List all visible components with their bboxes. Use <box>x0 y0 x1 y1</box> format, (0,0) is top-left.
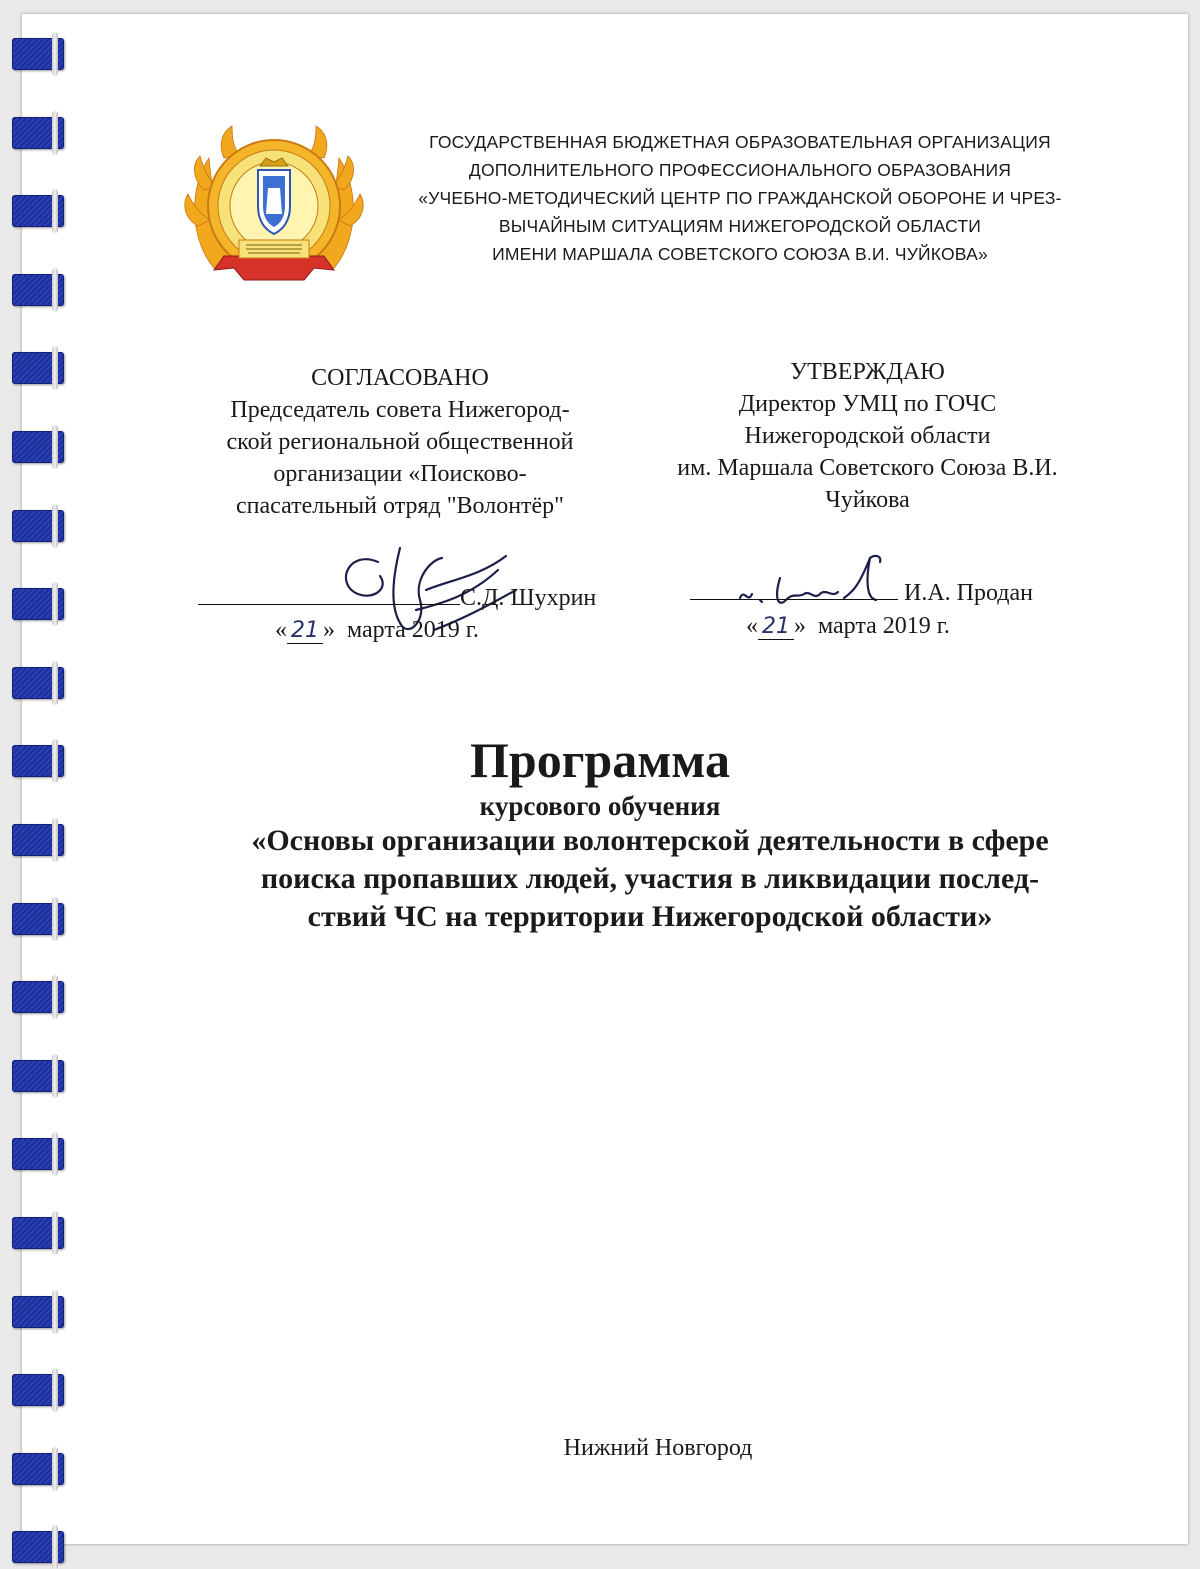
org-line: ВЫЧАЙНЫМ СИТУАЦИЯМ НИЖЕГОРОДСКОЙ ОБЛАСТИ <box>498 216 982 236</box>
org-line: ГОСУДАРСТВЕННАЯ БЮДЖЕТНАЯ ОБРАЗОВАТЕЛЬНАЯ ОРГАНИЗАЦИЯ <box>429 132 1051 152</box>
binding-ring <box>12 195 64 227</box>
binding-ring <box>12 1531 64 1563</box>
approved-block <box>640 356 1095 516</box>
document-subtitle: курсового обучения <box>479 791 721 821</box>
agreed-block <box>195 362 605 522</box>
binding-ring <box>12 667 64 699</box>
approved-signature-line <box>690 580 1033 607</box>
signature-underline <box>690 598 898 600</box>
binding-ring <box>12 903 64 935</box>
binding-ring <box>12 38 64 70</box>
binding-ring <box>12 1060 64 1092</box>
binding-ring <box>12 1217 64 1249</box>
approved-heading: УТВЕРЖДАЮ <box>790 359 945 385</box>
binding-ring <box>12 824 64 856</box>
binding-ring <box>12 1296 64 1328</box>
binding-ring <box>12 352 64 384</box>
agreed-date: « 21 » марта 2019 г. <box>275 617 479 643</box>
approved-line: Нижегородской области <box>744 423 991 449</box>
approved-month-year: марта 2019 г. <box>818 613 950 639</box>
course-name <box>190 822 1110 936</box>
binding-ring <box>12 431 64 463</box>
agreed-line: ской региональной общественной <box>226 429 574 455</box>
agreed-day: 21 <box>287 618 323 644</box>
binding-ring <box>12 117 64 149</box>
org-line: ДОПОЛНИТЕЛЬНОГО ПРОФЕССИОНАЛЬНОГО ОБРАЗОВАНИЯ <box>468 160 1012 180</box>
agreed-line: организации «Поисково- <box>273 461 527 487</box>
emblem-seal-icon <box>184 118 364 308</box>
approved-day: 21 <box>758 614 794 640</box>
course-line: «Основы организации волонтерской деятельности в сфере <box>251 824 1049 857</box>
org-line: ИМЕНИ МАРШАЛА СОВЕТСКОГО СОЮЗА В.И. ЧУЙКОВА» <box>492 244 988 264</box>
binding-ring <box>12 588 64 620</box>
approved-signer: И.А. Продан <box>904 580 1034 606</box>
org-line: «УЧЕБНО-МЕТОДИЧЕСКИЙ ЦЕНТР ПО ГРАЖДАНСКОЙ ОБОРОНЕ И ЧРЕЗ- <box>418 188 1062 208</box>
binding-ring <box>12 274 64 306</box>
organization-name <box>385 128 1095 268</box>
binding-ring <box>12 510 64 542</box>
binding-ring <box>12 1138 64 1170</box>
agreed-signer: С.Д. Шухрин <box>460 585 597 611</box>
binding-ring <box>12 981 64 1013</box>
approved-line: Чуйкова <box>825 487 910 513</box>
agreed-line: спасательный отряд "Волонтёр" <box>236 493 564 519</box>
signature-underline <box>198 603 460 605</box>
course-line: поиска пропавших людей, участия в ликвидации послед- <box>260 862 1040 895</box>
course-line: ствий ЧС на территории Нижегородской области» <box>307 900 993 933</box>
agreed-line: Председатель совета Нижегород- <box>230 397 570 423</box>
city-name: Нижний Новгород <box>563 1435 753 1461</box>
agreed-heading: СОГЛАСОВАНО <box>311 365 489 391</box>
binding-ring <box>12 1374 64 1406</box>
approved-date: « 21 » марта 2019 г. <box>746 613 950 639</box>
approved-line: им. Маршала Советского Союза В.И. <box>677 455 1058 481</box>
agreed-month-year: марта 2019 г. <box>347 617 479 643</box>
agreed-signature-line <box>198 585 596 612</box>
approved-line: Директор УМЦ по ГОЧС <box>738 391 997 417</box>
document-title: Программа <box>470 732 730 788</box>
